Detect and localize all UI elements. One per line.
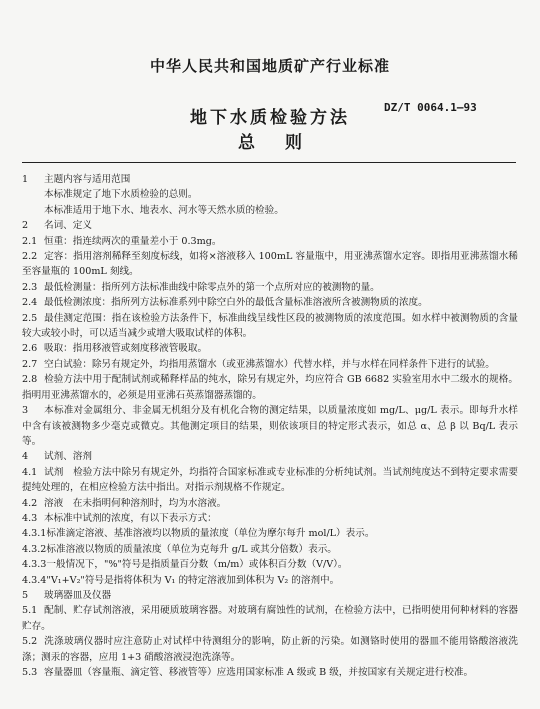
- clause-number: 2.7: [22, 358, 38, 370]
- paragraph: [22, 511, 518, 526]
- clause-number: 5.2: [22, 636, 38, 648]
- paragraph: [22, 357, 518, 372]
- paragraph: [22, 341, 518, 356]
- clause-number: 5.1: [22, 605, 38, 617]
- paragraph: [22, 465, 518, 496]
- clause-text: 配制、贮存试剂溶液，采用硬质玻璃容器。对玻璃有腐蚀性的试剂，在检验方法中，已指明使用何种材料的容器贮存。: [22, 605, 518, 632]
- paragraph: [22, 311, 518, 342]
- clause-number: 3: [22, 405, 29, 417]
- paragraph: [22, 665, 518, 680]
- paragraph: [22, 557, 518, 572]
- paragraph: [22, 187, 518, 202]
- paragraph: [22, 573, 518, 588]
- clause-text: 溶液 在未指明何种溶剂时，均为水溶液。: [44, 497, 227, 509]
- clause-number: 2.5: [22, 312, 38, 324]
- clause-text: 定容：指用溶剂稀释至刻度标线，如将×溶液移入 100mL 容量瓶中，用亚沸蒸馏水定容。即指用亚沸蒸馏水稀至容量瓶的 100mL 刻线。: [22, 251, 518, 278]
- clause-text: 试剂 检验方法中除另有规定外，均指符合国家标准或专业标准的分析纯试剂。当试剂纯度达不到特定要求需要提纯处理的，在相应检验方法中指出。对指示剂规格不作规定。: [22, 466, 518, 494]
- clause-text: 玻璃器皿及仪器: [44, 589, 112, 601]
- header-divider: [22, 162, 516, 163]
- document-body: [22, 172, 518, 680]
- paragraph: [22, 449, 518, 464]
- clause-number: 1: [22, 174, 29, 185]
- clause-number: 2.2: [22, 251, 38, 263]
- clause-number: 2.1: [22, 235, 38, 247]
- clause-text: 最低检测量：指所列方法标准曲线中除零点外的第一个点所对应的被测物的量。: [44, 281, 380, 293]
- paragraph: [22, 542, 518, 557]
- paragraph: [22, 403, 518, 449]
- clause-number: 4.3.1: [22, 528, 47, 540]
- clause-text: 检验方法中用于配制试剂或稀释样品的纯水，除另有规定外，均应符合 GB 6682 实验室用水中二级水的规格。指明用亚沸蒸馏水的，必须是用亚沸石英蒸馏器蒸馏的。: [22, 374, 518, 401]
- clause-text: 空白试验：除另有规定外，均指用蒸馏水（或亚沸蒸馏水）代替水样，并与水样在同样条件下进行的试验。: [44, 358, 495, 370]
- clause-text: 洗涤玻璃仪器时应注意防止对试样中待测组分的影响，防止新的污染。如测铬时使用的器皿不能用铬酸溶液洗涤；测汞的容器，应用 1+3 硝酸溶液浸泡洗涤等。: [22, 636, 518, 663]
- clause-text: 最低检测浓度：指所列方法标准系列中除空白外的最低含量标准溶液所含被测物质的浓度。: [44, 297, 428, 309]
- clause-text: 本标准中试剂的浓度，有以下表示方式：: [44, 512, 217, 524]
- clause-text: 本标准适用于地下水、地表水、河水等天然水质的检验。: [44, 204, 284, 216]
- clause-number: 4.3.2: [22, 543, 47, 555]
- clause-number: 2.6: [22, 343, 38, 355]
- clause-text: 主题内容与适用范围: [44, 174, 131, 185]
- paragraph: [22, 634, 518, 665]
- paragraph: [22, 603, 518, 634]
- paragraph: [22, 234, 518, 249]
- clause-number: 2.8: [22, 374, 38, 386]
- paragraph: [22, 372, 518, 403]
- clause-text: 一般情况下，"%"符号是指质量百分数（m/m）或体积百分数（V/V）。: [46, 559, 348, 571]
- paragraph: [22, 295, 518, 310]
- paragraph: [22, 526, 518, 541]
- clause-number: 4.3: [22, 512, 38, 524]
- clause-text: 本标准对金属组分、非金属无机组分及有机化合物的测定结果，以质量浓度如 mg/L、μg/L 表示。即每升水样中含有该被测物多少毫克或微克。其他测定项目的结果，则依该项目的特定形式表示，如总 α、总 β 以 Bq/L 表示等。: [22, 405, 518, 447]
- clause-text: 最佳测定范围：指在该检验方法条件下，标准曲线呈线性区段的被测物质的浓度范围。如水样中被测物质的含量较大或较小时，可以适当减少或增大吸取试样的体积。: [22, 312, 518, 340]
- paragraph: [22, 496, 518, 511]
- clause-text: "V₁+V₂"符号是指将体积为 V₁ 的特定溶液加到体积为 V₂ 的溶剂中。: [46, 574, 340, 586]
- clause-text: 试剂、溶剂: [44, 451, 92, 463]
- paragraph: [22, 218, 518, 233]
- clause-number: 4.3.4: [22, 574, 47, 586]
- paragraph: [22, 588, 518, 603]
- clause-text: 标准滴定溶液、基准溶液均以物质的量浓度（单位为摩尔每升 mol/L）表示。: [46, 528, 375, 540]
- document-title: 地下水质检验方法: [190, 108, 350, 128]
- clause-number: 4: [22, 451, 29, 463]
- clause-number: 5: [22, 589, 29, 601]
- paragraph: [22, 280, 518, 295]
- clause-number: 4.1: [22, 466, 38, 478]
- clause-text: 吸取：指用移液管或刻度移液管吸取。: [44, 343, 208, 355]
- clause-number: 4.2: [22, 497, 38, 509]
- clause-number: 4.3.3: [22, 559, 47, 571]
- clause-text: 本标准规定了地下水质检验的总则。: [44, 189, 198, 201]
- standard-category-header: 中华人民共和国地质矿产行业标准: [149, 57, 390, 75]
- paragraph: [22, 249, 518, 280]
- clause-text: 容量器皿（容量瓶、滴定管、移液管等）应选用国家标准 A 级或 B 级，并按国家有关规定进行校准。: [44, 667, 474, 678]
- paragraph: [22, 203, 518, 218]
- clause-text: 恒重：指连续两次的重量差小于 0.3mg。: [44, 235, 222, 247]
- standard-code: DZ/T 0064.1—93: [384, 101, 477, 114]
- clause-text: 标准溶液以物质的质量浓度（单位为克每升 g/L 或其分倍数）表示。: [46, 543, 337, 555]
- clause-number: 5.3: [22, 667, 38, 678]
- clause-number: 2: [22, 220, 29, 232]
- clause-text: 名词、定义: [44, 220, 92, 232]
- clause-number: 2.4: [22, 297, 38, 309]
- paragraph: [22, 172, 518, 187]
- document-subtitle: 总则: [238, 133, 332, 153]
- clause-number: 2.3: [22, 281, 38, 293]
